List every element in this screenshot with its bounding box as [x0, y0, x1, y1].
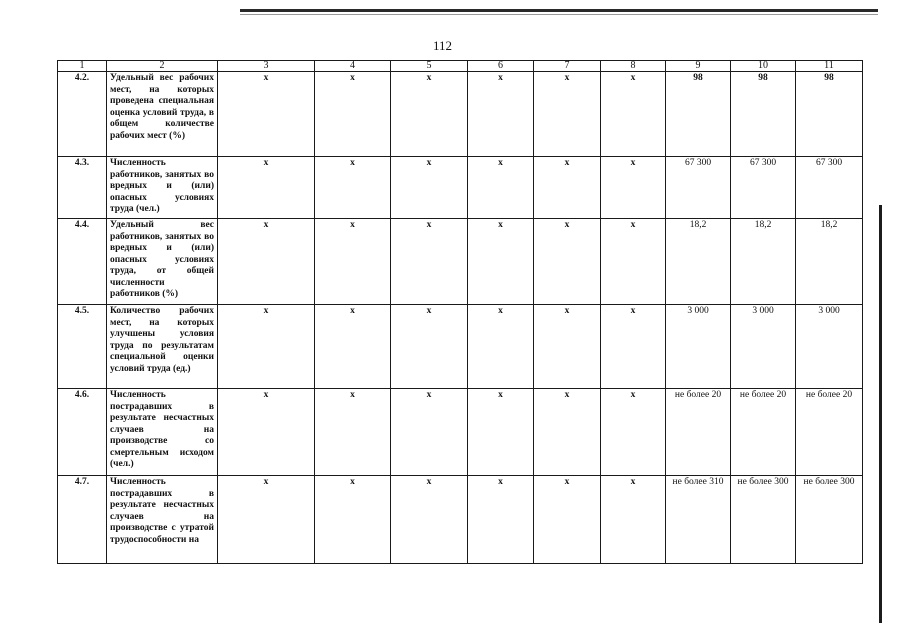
table-cell: 67 300: [666, 157, 731, 219]
table-cell: х: [315, 389, 391, 476]
table-cell: х: [391, 157, 468, 219]
table-cell: х: [218, 305, 315, 389]
table-cell: х: [218, 389, 315, 476]
table-cell: х: [468, 219, 534, 305]
row-description: Численность работников, занятых во вредных и (или) опасных условиях труда (чел.): [107, 157, 218, 219]
table-cell: х: [468, 389, 534, 476]
table-cell: 3 000: [731, 305, 796, 389]
row-description: Количество рабочих мест, на которых улучшены условия труда по результатам специальной оценки условий труда (ед.): [107, 305, 218, 389]
page-number: 112: [432, 38, 453, 53]
table-cell: х: [468, 72, 534, 157]
table-row: [58, 389, 863, 476]
table-cell: х: [601, 476, 666, 564]
table-header-row: [58, 61, 863, 72]
table-cell: х: [315, 305, 391, 389]
top-rule: [240, 9, 878, 12]
table-cell: не более 20: [796, 389, 863, 476]
table-cell: х: [391, 72, 468, 157]
table-row: [58, 72, 863, 157]
table-cell: х: [315, 157, 391, 219]
row-description: Удельный вес рабочих мест, на которых проведена специальная оценка условий труда, в общем количестве рабочих мест (%): [107, 72, 218, 157]
table-cell: 67 300: [731, 157, 796, 219]
table-cell: 98: [796, 72, 863, 157]
column-header: 4: [315, 61, 391, 72]
table-cell: 98: [731, 72, 796, 157]
table-cell: х: [391, 389, 468, 476]
table-cell: не более 300: [731, 476, 796, 564]
table-row: [58, 219, 863, 305]
column-header: 6: [468, 61, 534, 72]
table-cell: х: [218, 219, 315, 305]
table-cell: х: [315, 219, 391, 305]
table-row: [58, 157, 863, 219]
table-cell: х: [218, 72, 315, 157]
table-cell: х: [601, 72, 666, 157]
table-cell: х: [468, 476, 534, 564]
row-number: 4.7.: [58, 476, 107, 564]
table-cell: х: [534, 72, 601, 157]
table-cell: х: [601, 389, 666, 476]
right-margin-rule: [879, 205, 882, 623]
table-cell: х: [534, 157, 601, 219]
table-cell: х: [218, 476, 315, 564]
column-header: 3: [218, 61, 315, 72]
column-header: 9: [666, 61, 731, 72]
table-cell: х: [468, 157, 534, 219]
table-cell: не более 20: [666, 389, 731, 476]
top-rule-thin: [240, 14, 878, 15]
row-description: Удельный вес работников, занятых во вредных и (или) опасных условиях труда, от общей численности работников (%): [107, 219, 218, 305]
table-cell: х: [315, 476, 391, 564]
table-cell: х: [601, 305, 666, 389]
table-cell: х: [391, 219, 468, 305]
table-cell: х: [218, 157, 315, 219]
table-cell: 18,2: [666, 219, 731, 305]
table-row: [58, 476, 863, 564]
column-header: 1: [58, 61, 107, 72]
column-header: 10: [731, 61, 796, 72]
table-cell: х: [391, 305, 468, 389]
table-cell: 3 000: [796, 305, 863, 389]
table-cell: 3 000: [666, 305, 731, 389]
row-number: 4.5.: [58, 305, 107, 389]
row-description: Численность пострадавших в результате несчастных случаев на производстве со смертельным исходом (чел.): [107, 389, 218, 476]
table-cell: х: [601, 219, 666, 305]
table-cell: 67 300: [796, 157, 863, 219]
column-header: 2: [107, 61, 218, 72]
table-cell: х: [601, 157, 666, 219]
table-cell: не более 310: [666, 476, 731, 564]
table-cell: х: [315, 72, 391, 157]
table-cell: не более 300: [796, 476, 863, 564]
row-number: 4.3.: [58, 157, 107, 219]
table-cell: х: [534, 305, 601, 389]
table-row: [58, 305, 863, 389]
column-header: 11: [796, 61, 863, 72]
indicators-table: [57, 60, 863, 564]
row-number: 4.6.: [58, 389, 107, 476]
row-number: 4.2.: [58, 72, 107, 157]
table-cell: 18,2: [796, 219, 863, 305]
table-cell: х: [534, 476, 601, 564]
table-cell: 98: [666, 72, 731, 157]
table-cell: не более 20: [731, 389, 796, 476]
table-cell: х: [534, 219, 601, 305]
row-number: 4.4.: [58, 219, 107, 305]
column-header: 5: [391, 61, 468, 72]
table-cell: х: [391, 476, 468, 564]
column-header: 7: [534, 61, 601, 72]
column-header: 8: [601, 61, 666, 72]
table-cell: х: [534, 389, 601, 476]
table-cell: 18,2: [731, 219, 796, 305]
table-cell: х: [468, 305, 534, 389]
row-description: Численность пострадавших в результате несчастных случаев на производстве с утратой трудоспособности на: [107, 476, 218, 564]
